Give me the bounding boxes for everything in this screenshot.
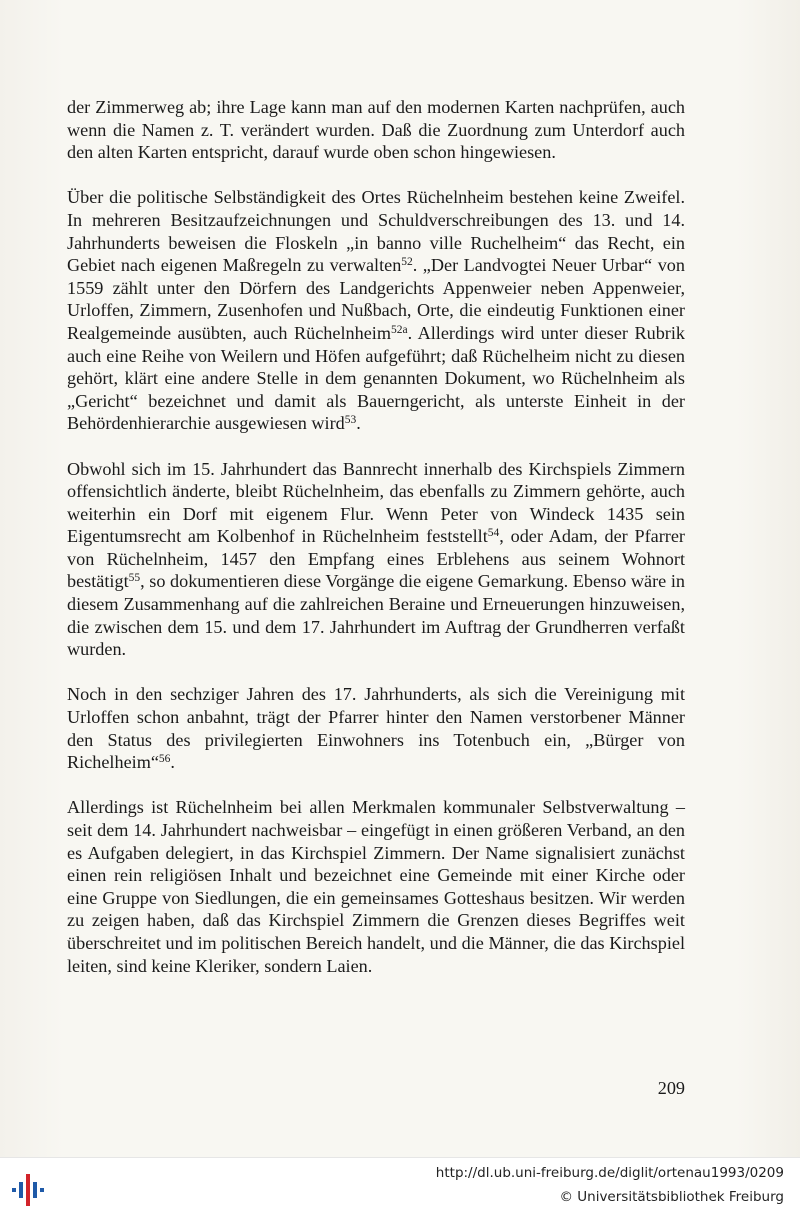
paragraph [67, 96, 685, 164]
paragraph [67, 683, 685, 773]
viewer-footer [0, 1157, 800, 1214]
paragraph [67, 796, 685, 977]
text-segment: . [170, 752, 175, 773]
paragraph [67, 458, 685, 661]
source-url[interactable]: http://dl.ub.uni-freiburg.de/diglit/ortenau1993/0209 [435, 1165, 784, 1181]
text-segment: Noch in den sechziger Jahren des 17. Jahrhunderts, als sich die Vereinigung mit Urloffen schon anbahnt, trägt der Pfarrer hinter den Namen verstorbener Männer den Status des privilegierten Einwohners ins Totenbuch ein, „Bürger von Richelheim“ [67, 684, 685, 773]
footnote-ref: 53 [344, 414, 357, 427]
text-segment: , oder Adam, der Pfarrer von Rüchelnheim, 1457 den Empfang eines Erblehens aus seinem Wohnort bestätigt [67, 526, 685, 592]
text-segment: der Zimmerweg ab; ihre Lage kann man auf den modernen Karten nachprüfen, auch wenn die Namen z. T. verändert wurden. Daß die Zuordnung zum Unterdorf auch den alten Karten entspricht, darauf wurde oben schon hingewiesen. [67, 97, 685, 163]
footnote-ref: 55 [128, 572, 141, 585]
footnote-ref: 56 [158, 753, 171, 766]
footnote-ref: 54 [487, 527, 500, 540]
paragraph [67, 186, 685, 435]
text-segment: . Allerdings wird unter dieser Rubrik auch eine Reihe von Weilern und Höfen aufgeführt; daß Rüchelheim nicht zu diesen gehört, klärt eine andere Stelle in dem genannten Dokument, wo Rüchelnheim als „Gericht“ bezeichnet und damit als Bauerngericht, als unterste Einheit in der Behördenhierarchie ausgewiesen wird [67, 322, 685, 434]
text-segment: Obwohl sich im 15. Jahrhundert das Bannrecht innerhalb des Kirchspiels Zimmern offensichtlich änderte, bleibt Rüchelnheim, das ebenfalls zu Zimmern gehörte, auch weiterhin ein Dorf mit eigenem Flur. Wenn Peter von Windeck 1435 sein Eigentumsrecht am Kolbenhof in Rüchelnheim feststellt [67, 458, 685, 547]
text-segment: . „Der Landvogtei Neuer Urbar“ von 1559 zählt unter den Dörfern des Landgerichts Appenweier neben Appenweier, Urloffen, Zimmern, Zusenhofen und Nußbach, Orte, die eindeutig Funktionen einer Realgemeinde ausübten, auch Rüchelnheim [67, 255, 685, 343]
copyright-notice: © Universitätsbibliothek Freiburg [559, 1189, 784, 1205]
text-segment: Allerdings ist Rüchelnheim bei allen Merkmalen kommunaler Selbstverwaltung – seit dem 14. Jahrhundert nachweisbar – eingefügt in einen größeren Verband, an den es Aufgaben delegiert, in das Kirchspiel Zimmern. Der Name signalisiert zunächst einen rein religiösen Inhalt und bezeichnet eine Gemeinde mit einer Kirche oder eine Gruppe von Siedlungen, die ein gemeinsames Gotteshaus besitzen. Wir werden zu zeigen haben, daß das Kirchspiel Zimmern die Grenzen dieses Begriffes weit überschreitet und im politischen Bereich handelt, und die Männer, die das Kirchspiel leiten, sind keine Kleriker, sondern Laien. [67, 797, 685, 976]
page-number: 209 [657, 1078, 685, 1098]
text-segment: . [356, 413, 361, 434]
text-segment: , so dokumentieren diese Vorgänge die eigene Gemarkung. Ebenso wäre in diesem Zusammenhang auf die zahlreichen Beraine und Erneuerungen hinzuweisen, die zwischen dem 15. und dem 17. Jahrhundert im Auftrag der Grundherren verfaßt wurden. [67, 571, 685, 660]
footnote-ref: 52a [390, 323, 408, 336]
ub-freiburg-logo-icon [10, 1166, 50, 1206]
body-text [67, 96, 685, 1000]
footnote-ref: 52 [401, 256, 413, 269]
text-segment: Über die politische Selbständigkeit des Ortes Rüchelnheim bestehen keine Zweifel. In mehreren Besitzaufzeichnungen und Schuldverschreibungen des 13. und 14. Jahrhunderts beweisen die Floskeln „in banno ville Ruchelheim“ das Recht, ein Gebiet nach eigenen Maßregeln zu verwalten [67, 187, 685, 276]
